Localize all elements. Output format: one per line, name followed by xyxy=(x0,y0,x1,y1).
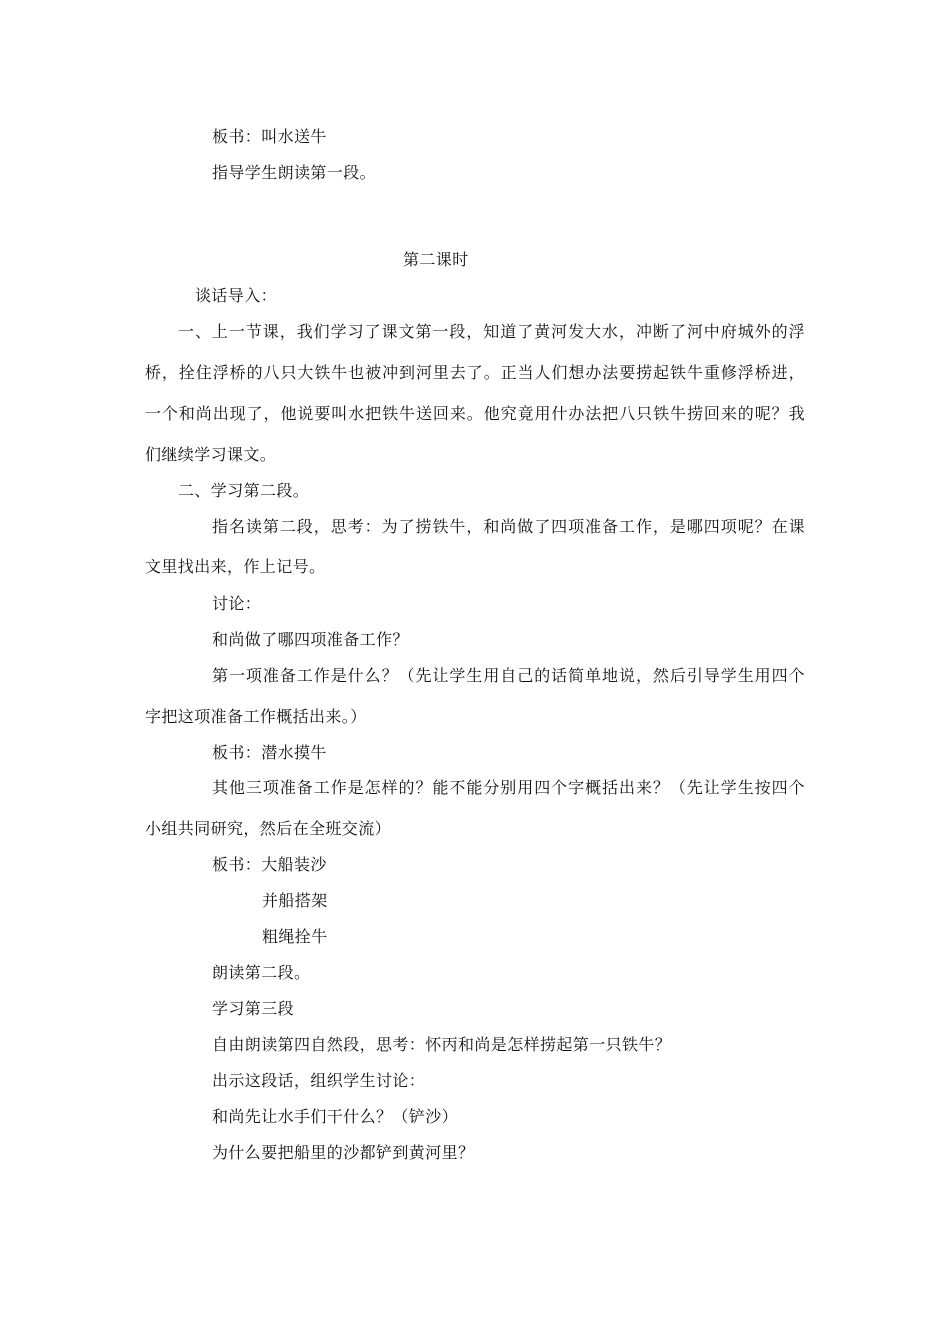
text-line: 指名读第二段，思考：为了捞铁牛，和尚做了四项准备工作，是哪四项呢？在课 xyxy=(212,517,805,536)
text-line: 一、上一节课，我们学习了课文第一段，知道了黄河发大水，冲断了河中府城外的浮 xyxy=(178,322,805,341)
text-line: 朗读第二段。 xyxy=(212,963,311,982)
text-line: 文里找出来，作上记号。 xyxy=(145,557,326,576)
text-line: 自由朗读第四自然段，思考：怀丙和尚是怎样捞起第一只铁牛？ xyxy=(212,1035,672,1054)
text-line: 二、学习第二段。 xyxy=(178,481,310,500)
text-line: 为什么要把船里的沙都铲到黄河里？ xyxy=(212,1143,475,1162)
text-line: 粗绳拴牛 xyxy=(262,927,328,946)
text-line: 字把这项准备工作概括出来。） xyxy=(145,707,367,726)
text-line: 学习第三段 xyxy=(212,999,295,1018)
text-line: 出示这段话，组织学生讨论： xyxy=(212,1071,426,1090)
text-line: 谈话导入： xyxy=(195,286,278,305)
text-line: 和尚先让水手们干什么？（铲沙） xyxy=(212,1107,459,1126)
section-heading: 第二课时 xyxy=(403,250,469,269)
text-line: 和尚做了哪四项准备工作？ xyxy=(212,630,409,649)
text-line: 一个和尚出现了，他说要叫水把铁牛送回来。他究竟用什办法把八只铁牛捞回来的呢？我 xyxy=(145,404,805,423)
text-line: 讨论： xyxy=(212,594,262,613)
text-line: 其他三项准备工作是怎样的？能不能分别用四个字概括出来？（先让学生按四个 xyxy=(212,778,805,797)
text-line: 板书：潜水摸牛 xyxy=(212,743,327,762)
text-line: 板书：叫水送牛 xyxy=(212,127,327,146)
text-line: 板书：大船装沙 xyxy=(212,855,327,874)
text-line: 小组共同研究，然后在全班交流） xyxy=(145,819,392,838)
text-line: 指导学生朗读第一段。 xyxy=(212,163,377,182)
text-line: 们继续学习课文。 xyxy=(145,445,277,464)
text-line: 桥，拴住浮桥的八只大铁牛也被冲到河里去了。正当人们想办法要捞起铁牛重修浮桥进， xyxy=(145,363,805,382)
text-line: 第一项准备工作是什么？（先让学生用自己的话简单地说，然后引导学生用四个 xyxy=(212,666,805,685)
text-line: 并船搭架 xyxy=(262,891,328,910)
